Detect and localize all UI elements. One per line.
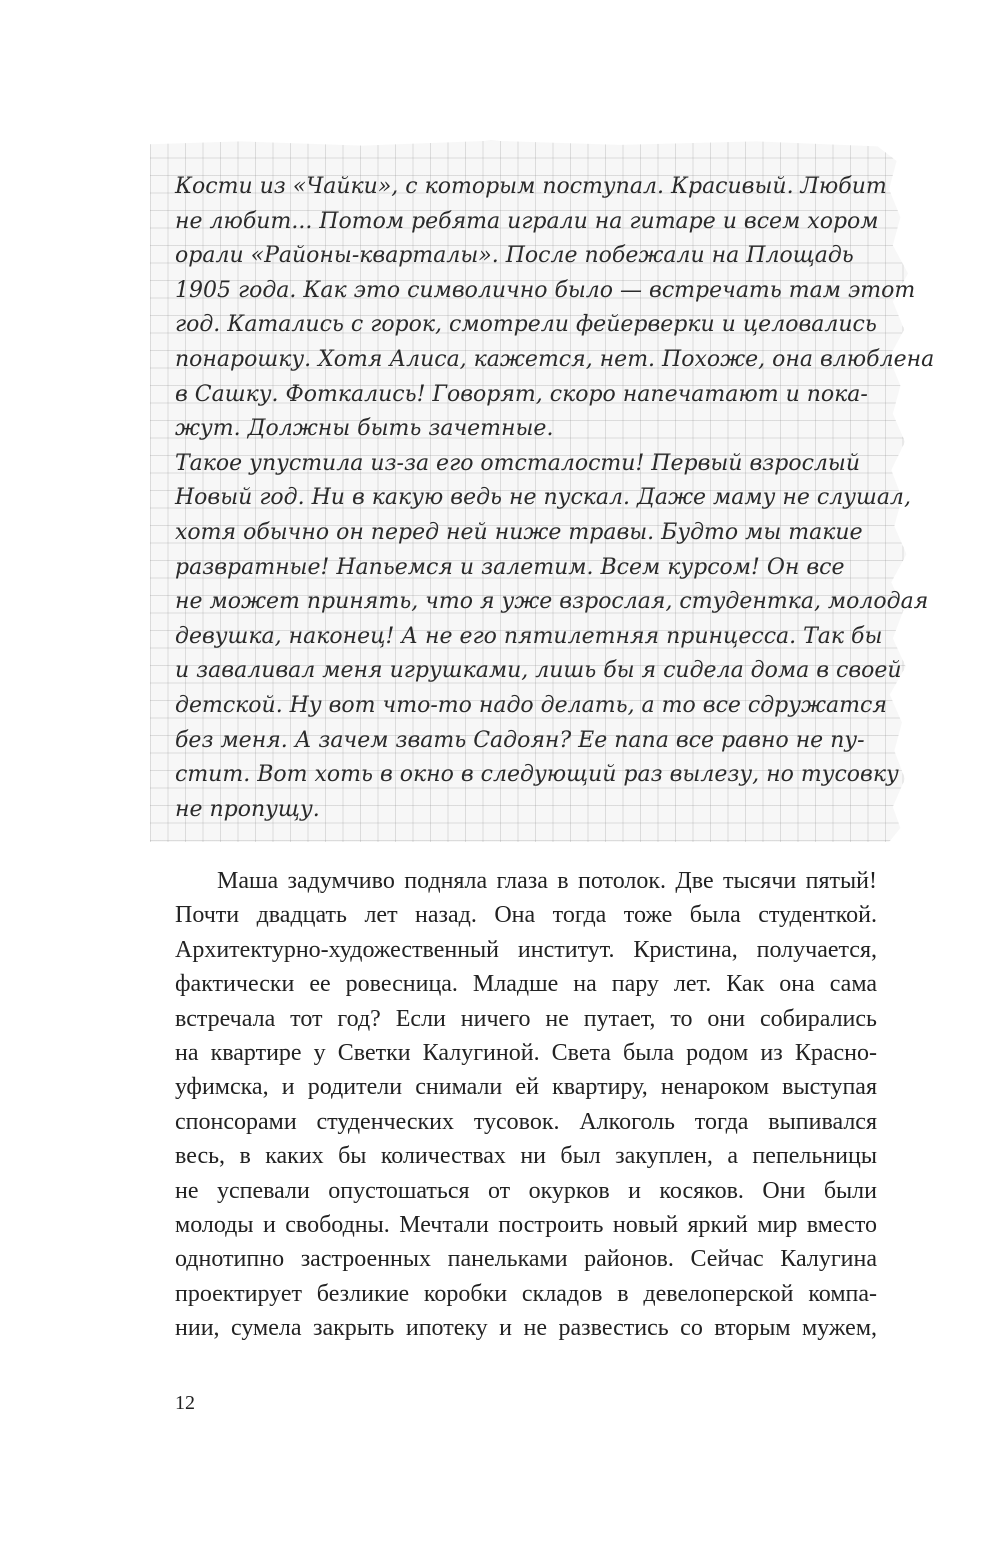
body-line: однотипно застроенных панельками районов. Сейчас Калугина (175, 1246, 877, 1273)
body-line: проектирует безликие коробки складов в девелоперской компа- (175, 1280, 877, 1307)
note-line: развратные! Напьемся и залетим. Всем курсом! Он все (175, 554, 845, 580)
note-line: не может принять, что я уже взрослая, студентка, молодая (175, 589, 929, 615)
page-number: 12 (175, 1392, 195, 1414)
note-line: стит. Вот хоть в окно в следующий раз вылезу, но тусовку (175, 762, 899, 788)
body-line: фактически ее ровесница. Младше на пару лет. Как она сама (175, 971, 877, 998)
body-line: весь, в каких бы количествах ни был закуплен, а пепельницы (175, 1143, 877, 1170)
note-line: орали «Районы-кварталы». После побежали на Площадь (175, 243, 854, 269)
note-line: хотя обычно он перед ней ниже травы. Будто мы такие (175, 519, 863, 545)
body-line: не успевали опустошаться от окурков и косяков. Они были (175, 1177, 877, 1204)
note-line: Такое упустила из-за его отсталости! Первый взрослый (175, 450, 860, 476)
body-line: спонсорами студенческих тусовок. Алкоголь тогда выпивался (175, 1108, 877, 1135)
body-line: уфимска, и родители снимали ей квартиру, ненароком выступая (175, 1074, 877, 1101)
body-paragraph (175, 864, 877, 1346)
body-line: Маша задумчиво подняла глаза в потолок. Две тысячи пятый! (217, 868, 877, 894)
body-line: молоды и свободны. Мечтали построить новый яркий мир вместо (175, 1212, 877, 1239)
note-line: без меня. А зачем звать Садоян? Ее папа все равно не пу- (175, 727, 865, 753)
note-line: не пропущу. (175, 796, 320, 822)
note-line: год. Катались с горок, смотрели фейерверки и целовались (175, 312, 877, 338)
note-line: и заваливал меня игрушками, лишь бы я сидела дома в своей (175, 658, 902, 684)
body-line: встречала тот год? Если ничего не путает, то они собирались (175, 1005, 877, 1032)
note-line: в Сашку. Фоткались! Говорят, скоро напечатают и пока- (175, 381, 868, 407)
note-line: 1905 года. Как это символично было — встречать там этот (175, 277, 916, 303)
note-line: девушка, наконец! А не его пятилетняя принцесса. Так бы (175, 623, 883, 649)
note-line: детской. Ну вот что-то надо делать, а то все сдружатся (175, 692, 887, 718)
note-line: Новый год. Ни в какую ведь не пускал. Даже маму не слушал, (175, 485, 911, 511)
body-line: на квартире у Светки Калугиной. Света была родом из Красно- (175, 1040, 877, 1067)
body-line: Почти двадцать лет назад. Она тогда тоже была студенткой. (175, 902, 877, 929)
diary-note-text (175, 170, 935, 827)
body-line: нии, сумела закрыть ипотеку и не развестись со вторым мужем, (175, 1315, 877, 1342)
note-line: Кости из «Чайки», с которым поступал. Красивый. Любит (175, 174, 887, 199)
note-line: не любит... Потом ребята играли на гитаре и всем хором (175, 208, 879, 234)
note-line: жут. Должны быть зачетные. (175, 416, 554, 442)
body-line: Архитектурно-художественный институт. Кристина, получается, (175, 936, 877, 963)
note-line: понарошку. Хотя Алиса, кажется, нет. Похоже, она влюблена (175, 346, 935, 372)
